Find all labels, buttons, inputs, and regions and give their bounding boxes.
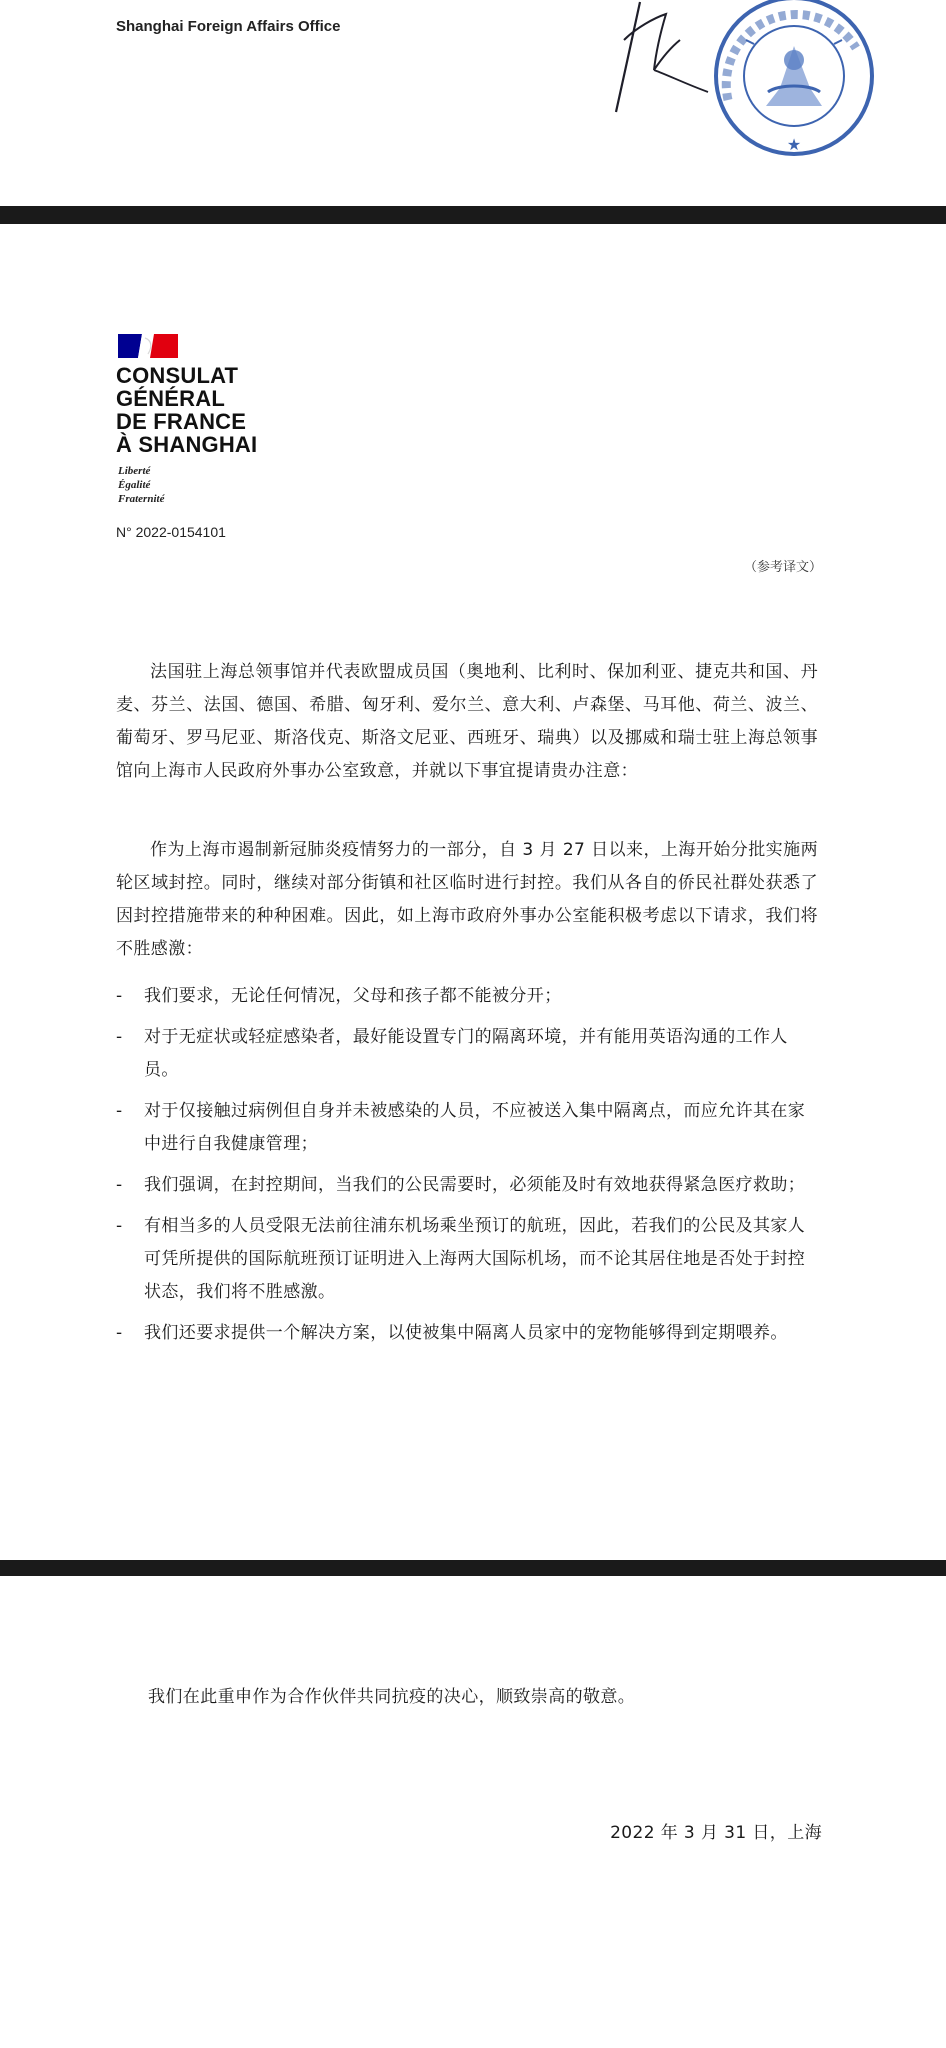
reference-number: N° 2022-0154101 xyxy=(116,524,226,540)
document-page-top xyxy=(0,0,946,206)
context-paragraph: 作为上海市遏制新冠肺炎疫情努力的一部分，自 3 月 27 日以来，上海开始分批实施两轮区域封控。同时，继续对部分街镇和社区临时进行封控。我们从各自的侨民社群处获悉了因封控措施带来的种种困难。因此，如上海市政府外事办公室能积极考虑以下请求，我们将不胜感激： xyxy=(116,840,818,959)
consulate-name-line: CONSULAT xyxy=(116,363,239,388)
request-item xyxy=(116,1169,818,1202)
motto-line: Égalité xyxy=(118,479,151,491)
request-text: 对于仅接触过病例但自身并未被感染的人员，不应被送入集中隔离点，而应允许其在家中进行自我健康管理； xyxy=(144,1101,806,1154)
consulate-name-line: GÉNÉRAL xyxy=(116,386,225,411)
list-dash: - xyxy=(116,986,123,1006)
consulate-name xyxy=(116,364,257,456)
french-flag-logo xyxy=(118,334,178,358)
list-dash: - xyxy=(116,1101,123,1121)
consulate-seal xyxy=(706,0,882,168)
document-page-bottom xyxy=(0,1576,946,2048)
request-item xyxy=(116,1317,818,1350)
motto-line: Fraternité xyxy=(118,493,165,505)
request-text: 有相当多的人员受限无法前往浦东机场乘坐预订的航班，因此，若我们的公民及其家人可凭所提供的国际航班预订证明进入上海两大国际机场，而不论其居住地是否处于封控状态，我们将不胜感激。 xyxy=(144,1216,806,1302)
republic-motto xyxy=(118,464,164,506)
request-text: 我们要求，无论任何情况，父母和孩子都不能被分开； xyxy=(144,986,562,1006)
request-text: 我们还要求提供一个解决方案，以使被集中隔离人员家中的宠物能够得到定期喂养。 xyxy=(144,1323,788,1343)
request-text: 对于无症状或轻症感染者，最好能设置专门的隔离环境，并有能用英语沟通的工作人员。 xyxy=(144,1027,788,1080)
document-page-main xyxy=(0,224,946,1560)
request-item xyxy=(116,1095,818,1161)
signature-mark xyxy=(610,0,720,130)
date-and-place: 2022 年 3 月 31 日，上海 xyxy=(610,1823,822,1843)
request-item xyxy=(116,980,818,1013)
closing-sentence: 我们在此重申作为合作伙伴共同抗疫的决心，顺致崇高的敬意。 xyxy=(148,1687,636,1707)
intro-paragraph: 法国驻上海总领事馆并代表欧盟成员国（奥地利、比利时、保加利亚、捷克共和国、丹麦、芬兰、法国、德国、希腊、匈牙利、爱尔兰、意大利、卢森堡、马耳他、荷兰、波兰、葡萄牙、罗马尼亚、斯洛伐克、斯洛文尼亚、西班牙、瑞典）以及挪威和瑞士驻上海总领事馆向上海市人民政府外事办公室致意，并就以下事宜提请贵办注意： xyxy=(116,662,818,781)
list-dash: - xyxy=(116,1175,123,1195)
svg-text:★: ★ xyxy=(786,135,802,154)
request-list xyxy=(116,980,818,1358)
consulate-name-line: À SHANGHAI xyxy=(116,432,258,457)
request-item xyxy=(116,1021,818,1087)
motto-line: Liberté xyxy=(118,465,151,477)
translation-note: （参考译文） xyxy=(744,560,823,575)
request-item xyxy=(116,1210,818,1309)
list-dash: - xyxy=(116,1323,123,1343)
request-text: 我们强调，在封控期间，当我们的公民需要时，必须能及时有效地获得紧急医疗救助； xyxy=(144,1175,806,1195)
consulate-name-line: DE FRANCE xyxy=(116,409,247,434)
list-dash: - xyxy=(116,1027,123,1047)
list-dash: - xyxy=(116,1216,123,1236)
recipient-line: Shanghai Foreign Affairs Office xyxy=(116,18,341,35)
